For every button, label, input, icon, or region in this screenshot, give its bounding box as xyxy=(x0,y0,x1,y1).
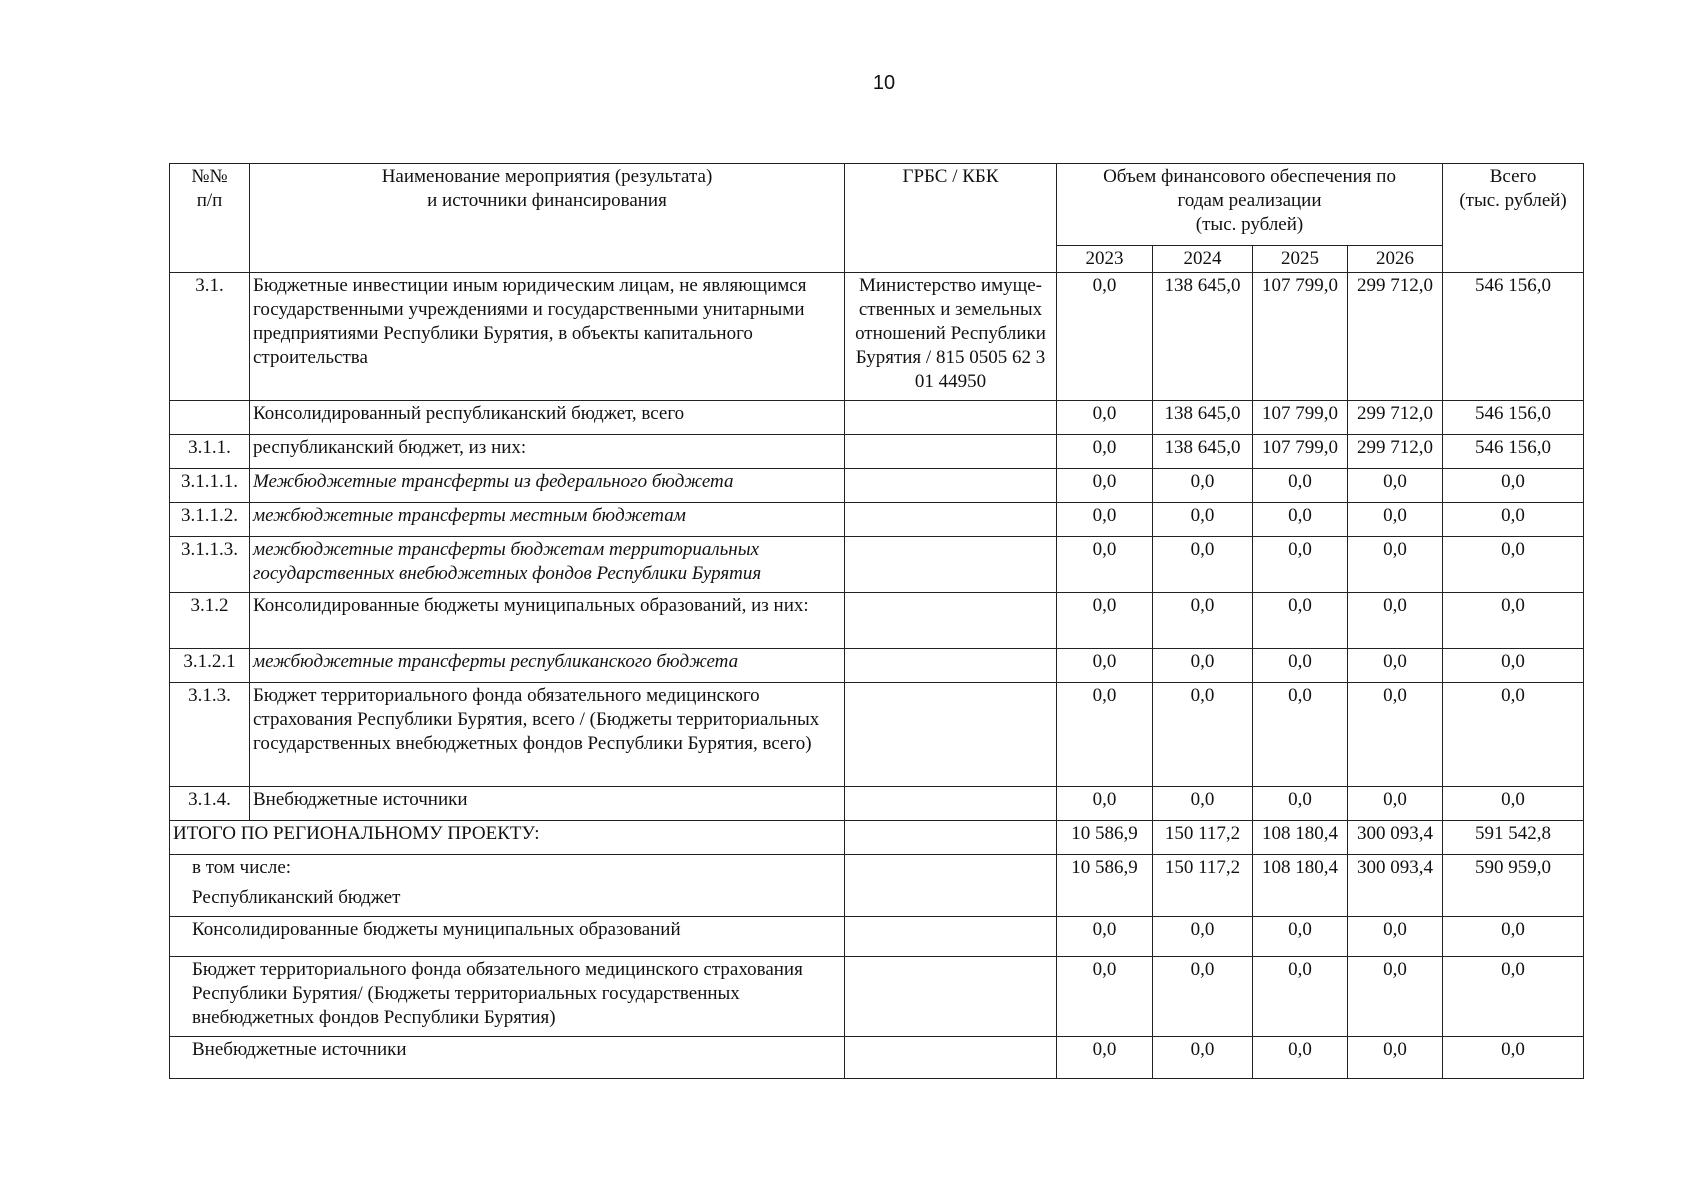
subtotal-row xyxy=(170,957,1584,1037)
row-total: 0,0 xyxy=(1443,537,1584,593)
row-value: 138 645,0 xyxy=(1153,401,1253,435)
row-value: 0,0 xyxy=(1057,503,1153,537)
row-value: 10 586,9 xyxy=(1057,821,1153,855)
row-value: 0,0 xyxy=(1153,649,1253,683)
row-value: 0,0 xyxy=(1057,537,1153,593)
row-grbs xyxy=(845,649,1057,683)
budget-table xyxy=(169,163,1584,1079)
row-num: 3.1.4. xyxy=(170,787,250,821)
subtotal-label: Бюджет территориального фонда обязательного медицинского страхования Республики Бурятия/ (Бюджеты территориальных государственных внебюджетных фондов Республики Бурятия) xyxy=(170,957,845,1037)
row-value: 0,0 xyxy=(1348,917,1443,957)
row-value: 107 799,0 xyxy=(1253,401,1348,435)
row-value: 0,0 xyxy=(1057,401,1153,435)
row-name: межбюджетные трансферты бюджетам территориальных государственных внебюджетных фондов Республики Бурятия xyxy=(250,537,845,593)
row-grbs: Министерство имуще-ственных и земельных отношений Республики Бурятия / 815 0505 62 3 01 44950 xyxy=(845,273,1057,401)
row-value: 150 117,2 xyxy=(1153,821,1253,855)
row-value: 0,0 xyxy=(1348,649,1443,683)
row-total: 0,0 xyxy=(1443,649,1584,683)
row-value: 0,0 xyxy=(1153,787,1253,821)
header-year: 2025 xyxy=(1253,246,1348,273)
row-value: 0,0 xyxy=(1348,537,1443,593)
table-row xyxy=(170,435,1584,469)
row-value: 299 712,0 xyxy=(1348,435,1443,469)
row-value: 299 712,0 xyxy=(1348,273,1443,401)
row-value: 0,0 xyxy=(1253,503,1348,537)
row-value: 108 180,4 xyxy=(1253,855,1348,917)
row-grbs xyxy=(845,821,1057,855)
table-row xyxy=(170,503,1584,537)
row-value: 0,0 xyxy=(1253,787,1348,821)
row-value: 0,0 xyxy=(1057,957,1153,1037)
row-grbs xyxy=(845,917,1057,957)
row-value: 0,0 xyxy=(1057,683,1153,787)
row-value: 0,0 xyxy=(1153,537,1253,593)
row-value: 0,0 xyxy=(1057,435,1153,469)
table-row xyxy=(170,649,1584,683)
row-total: 590 959,0 xyxy=(1443,855,1584,917)
subtotal-label: в том числе: Республиканский бюджет xyxy=(170,855,845,917)
row-value: 150 117,2 xyxy=(1153,855,1253,917)
row-value: 0,0 xyxy=(1057,649,1153,683)
row-value: 107 799,0 xyxy=(1253,435,1348,469)
row-value: 108 180,4 xyxy=(1253,821,1348,855)
row-num: 3.1.1.3. xyxy=(170,537,250,593)
row-value: 0,0 xyxy=(1348,593,1443,649)
row-num: 3.1.1.2. xyxy=(170,503,250,537)
table-row xyxy=(170,683,1584,787)
row-value: 0,0 xyxy=(1348,1037,1443,1079)
row-name: Консолидированный республиканский бюджет, всего xyxy=(250,401,845,435)
row-value: 0,0 xyxy=(1348,957,1443,1037)
row-value: 0,0 xyxy=(1057,1037,1153,1079)
header-year: 2023 xyxy=(1057,246,1153,273)
row-value: 0,0 xyxy=(1153,503,1253,537)
row-name: межбюджетные трансферты местным бюджетам xyxy=(250,503,845,537)
row-value: 0,0 xyxy=(1057,273,1153,401)
row-total: 0,0 xyxy=(1443,787,1584,821)
row-name: Бюджет территориального фонда обязательного медицинского страхования Республики Бурятия, всего / (Бюджеты территориальных государственных внебюджетных фондов Республики Бурятия, всего) xyxy=(250,683,845,787)
row-value: 0,0 xyxy=(1153,593,1253,649)
row-total: 0,0 xyxy=(1443,503,1584,537)
row-grbs xyxy=(845,401,1057,435)
row-value: 0,0 xyxy=(1153,683,1253,787)
row-value: 0,0 xyxy=(1348,683,1443,787)
row-grbs xyxy=(845,503,1057,537)
row-value: 138 645,0 xyxy=(1153,435,1253,469)
row-grbs xyxy=(845,957,1057,1037)
row-grbs xyxy=(845,787,1057,821)
row-num: 3.1. xyxy=(170,273,250,401)
row-value: 0,0 xyxy=(1057,917,1153,957)
row-num: 3.1.2 xyxy=(170,593,250,649)
header-name: Наименование мероприятия (результата) и источники финансирования xyxy=(250,164,845,273)
header-total: Всего (тыс. рублей) xyxy=(1443,164,1584,273)
row-num xyxy=(170,401,250,435)
row-grbs xyxy=(845,537,1057,593)
row-value: 0,0 xyxy=(1153,1037,1253,1079)
row-grbs xyxy=(845,593,1057,649)
header-year: 2024 xyxy=(1153,246,1253,273)
row-name: Внебюджетные источники xyxy=(250,787,845,821)
row-total: 0,0 xyxy=(1443,1037,1584,1079)
row-total: 0,0 xyxy=(1443,469,1584,503)
row-name: Межбюджетные трансферты из федерального бюджета xyxy=(250,469,845,503)
row-num: 3.1.2.1 xyxy=(170,649,250,683)
table-row xyxy=(170,401,1584,435)
row-value: 0,0 xyxy=(1253,469,1348,503)
row-value: 0,0 xyxy=(1348,469,1443,503)
row-value: 0,0 xyxy=(1153,917,1253,957)
row-total: 0,0 xyxy=(1443,593,1584,649)
row-name: межбюджетные трансферты республиканского бюджета xyxy=(250,649,845,683)
subtotal-label: Консолидированные бюджеты муниципальных образований xyxy=(170,917,845,957)
row-value: 0,0 xyxy=(1153,957,1253,1037)
row-value: 0,0 xyxy=(1348,787,1443,821)
row-name: республиканский бюджет, из них: xyxy=(250,435,845,469)
table-row xyxy=(170,537,1584,593)
subtotal-row xyxy=(170,1037,1584,1079)
subtotal-label: Внебюджетные источники xyxy=(170,1037,845,1079)
row-value: 0,0 xyxy=(1253,957,1348,1037)
subtotal-row xyxy=(170,917,1584,957)
header-year: 2026 xyxy=(1348,246,1443,273)
header-grbs: ГРБС / КБК xyxy=(845,164,1057,273)
table-row xyxy=(170,593,1584,649)
row-total: 0,0 xyxy=(1443,917,1584,957)
header-num: №№ п/п xyxy=(170,164,250,273)
page-number: 10 xyxy=(872,72,896,94)
row-value: 0,0 xyxy=(1153,469,1253,503)
table-row xyxy=(170,273,1584,401)
row-value: 0,0 xyxy=(1253,917,1348,957)
row-value: 300 093,4 xyxy=(1348,821,1443,855)
row-name: Бюджетные инвестиции иным юридическим лицам, не являющимся государственными учреждениями и государственными унитарными предприятиями Республики Бурятия, в объекты капитального строительства xyxy=(250,273,845,401)
row-grbs xyxy=(845,435,1057,469)
row-grbs xyxy=(845,683,1057,787)
row-total: 546 156,0 xyxy=(1443,435,1584,469)
row-value: 0,0 xyxy=(1253,683,1348,787)
row-grbs xyxy=(845,469,1057,503)
row-value: 0,0 xyxy=(1253,649,1348,683)
table-row xyxy=(170,469,1584,503)
row-total: 0,0 xyxy=(1443,957,1584,1037)
row-num: 3.1.3. xyxy=(170,683,250,787)
row-value: 299 712,0 xyxy=(1348,401,1443,435)
row-value: 138 645,0 xyxy=(1153,273,1253,401)
subtotal-row xyxy=(170,855,1584,917)
row-name: Консолидированные бюджеты муниципальных образований, из них: xyxy=(250,593,845,649)
row-num: 3.1.1. xyxy=(170,435,250,469)
row-grbs xyxy=(845,1037,1057,1079)
row-total: 546 156,0 xyxy=(1443,401,1584,435)
total-label: ИТОГО ПО РЕГИОНАЛЬНОМУ ПРОЕКТУ: xyxy=(170,821,845,855)
row-total: 546 156,0 xyxy=(1443,273,1584,401)
table-row xyxy=(170,787,1584,821)
row-value: 0,0 xyxy=(1057,593,1153,649)
total-row xyxy=(170,821,1584,855)
row-value: 0,0 xyxy=(1348,503,1443,537)
header-volume: Объем финансового обеспечения по годам реализации (тыс. рублей) xyxy=(1057,164,1443,246)
row-value: 10 586,9 xyxy=(1057,855,1153,917)
row-value: 0,0 xyxy=(1253,537,1348,593)
row-value: 300 093,4 xyxy=(1348,855,1443,917)
row-value: 0,0 xyxy=(1253,593,1348,649)
row-value: 0,0 xyxy=(1057,469,1153,503)
row-total: 0,0 xyxy=(1443,683,1584,787)
row-value: 0,0 xyxy=(1253,1037,1348,1079)
row-grbs xyxy=(845,855,1057,917)
row-value: 107 799,0 xyxy=(1253,273,1348,401)
row-num: 3.1.1.1. xyxy=(170,469,250,503)
row-total: 591 542,8 xyxy=(1443,821,1584,855)
row-value: 0,0 xyxy=(1057,787,1153,821)
